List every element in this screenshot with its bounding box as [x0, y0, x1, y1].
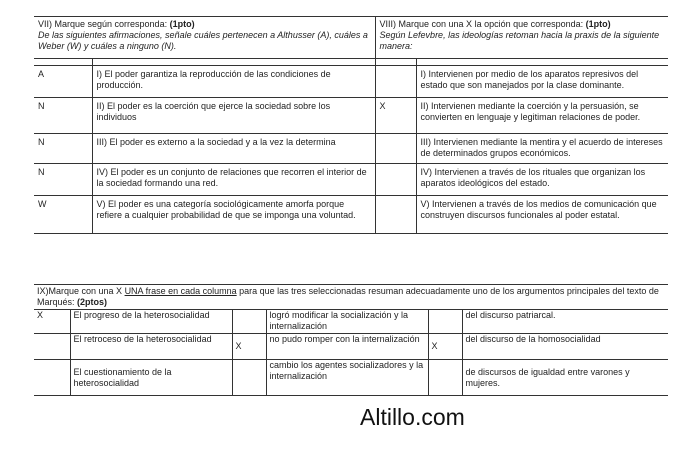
column2-mark[interactable]	[232, 360, 266, 396]
section8-mark[interactable]: X	[375, 98, 416, 134]
column3-phrase: del discurso de la homosocialidad	[462, 334, 668, 360]
section9-title-post: para que las tres seleccionadas resuman adecuadamente uno de los argumentos principales del texto de Marqués:	[37, 286, 659, 307]
section7-statement: I) El poder garantiza la reproducción de las condiciones de producción.	[92, 66, 375, 98]
table-row	[34, 98, 668, 134]
column2-mark[interactable]: X	[232, 334, 266, 360]
table-row	[34, 66, 668, 98]
section8-statement: I) Intervienen por medio de los aparatos represivos del estado que son manejados por la clase dominante.	[416, 66, 668, 98]
column3-phrase: del discurso patriarcal.	[462, 310, 668, 334]
column2-phrase: cambio los agentes socializadores y la internalización	[266, 360, 428, 396]
table-row	[34, 134, 668, 164]
site-watermark: Altillo.com	[360, 404, 465, 430]
table-row	[34, 164, 668, 196]
spacer-row	[34, 59, 668, 66]
section8-statement: III) Intervienen mediante la mentira y el acuerdo de intereses de determinados grupos económicos.	[416, 134, 668, 164]
section7-points: (1pto)	[169, 19, 195, 29]
column2-phrase: logró modificar la socialización y la internalización	[266, 310, 428, 334]
column1-phrase: El retroceso de la heterosocialidad	[70, 334, 232, 360]
column1-mark[interactable]	[34, 334, 70, 360]
section8-statement: IV) Intervienen a través de los rituales que organizan los aparatos ideológicos del estado.	[416, 164, 668, 196]
section7-answer[interactable]: A	[34, 66, 92, 98]
section7-answer[interactable]: N	[34, 134, 92, 164]
section7-answer[interactable]: W	[34, 196, 92, 234]
section7-statement: IV) El poder es un conjunto de relaciones que recorren el interior de la sociedad formando una red.	[92, 164, 375, 196]
column2-phrase: no pudo romper con la internalización	[266, 334, 428, 360]
section9-header-row	[34, 285, 668, 310]
table-row	[34, 334, 668, 360]
section8-mark[interactable]	[375, 164, 416, 196]
section8-points: (1pto)	[585, 19, 611, 29]
section7-answer[interactable]: N	[34, 98, 92, 134]
section8-title: VIII) Marque con una X la opción que corresponda:	[379, 19, 584, 29]
column1-mark[interactable]	[34, 360, 70, 396]
section7-answer[interactable]: N	[34, 164, 92, 196]
column3-phrase: de discursos de igualdad entre varones y mujeres.	[462, 360, 668, 396]
section8-header	[375, 17, 668, 59]
table-row	[34, 360, 668, 396]
table-header-row	[34, 17, 668, 59]
table-row	[34, 196, 668, 234]
section7-statement: II) El poder es la coerción que ejerce la sociedad sobre los individuos	[92, 98, 375, 134]
section7-statement: V) El poder es una categoría sociológicamente amorfa porque refiere a cualquier probabilidad de que se imponga una voluntad.	[92, 196, 375, 234]
section9-header	[34, 285, 668, 310]
section8-mark[interactable]	[375, 66, 416, 98]
column3-mark[interactable]	[428, 360, 462, 396]
section8-statement: V) Intervienen a través de los medios de comunicación que construyen discursos funcionales al poder estatal.	[416, 196, 668, 234]
column1-mark[interactable]: X	[34, 310, 70, 334]
section8-mark[interactable]	[375, 196, 416, 234]
section8-instruction: Según Lefevbre, las ideologías retoman hacia la praxis de la siguiente manera:	[379, 30, 660, 51]
section7-title: VII) Marque según corresponda:	[38, 19, 168, 29]
section7-statement: III) El poder es externo a la sociedad y a la vez la determina	[92, 134, 375, 164]
section7-instruction: De las siguientes afirmaciones, señale cuáles pertenecen a Althusser (A), cuáles a Weber (W) y cuáles a ninguno (N).	[38, 30, 368, 51]
section8-mark[interactable]	[375, 134, 416, 164]
questions-table-9	[34, 284, 668, 396]
column3-mark[interactable]: X	[428, 334, 462, 360]
questions-table-7-8	[34, 16, 668, 234]
section9-title-pre: IX)Marque con una X	[37, 286, 125, 296]
column1-phrase: El progreso de la heterosocialidad	[70, 310, 232, 334]
table-row	[34, 310, 668, 334]
column3-mark[interactable]	[428, 310, 462, 334]
section7-header	[34, 17, 375, 59]
column2-mark[interactable]	[232, 310, 266, 334]
column1-phrase: El cuestionamiento de la heterosocialidad	[70, 360, 232, 396]
section8-statement: II) Intervienen mediante la coerción y la persuasión, se convierten en lenguaje y legitiman relaciones de poder.	[416, 98, 668, 134]
section9-title-underlined: UNA frase en cada columna	[124, 286, 237, 296]
section9-points: (2ptos)	[77, 297, 108, 307]
